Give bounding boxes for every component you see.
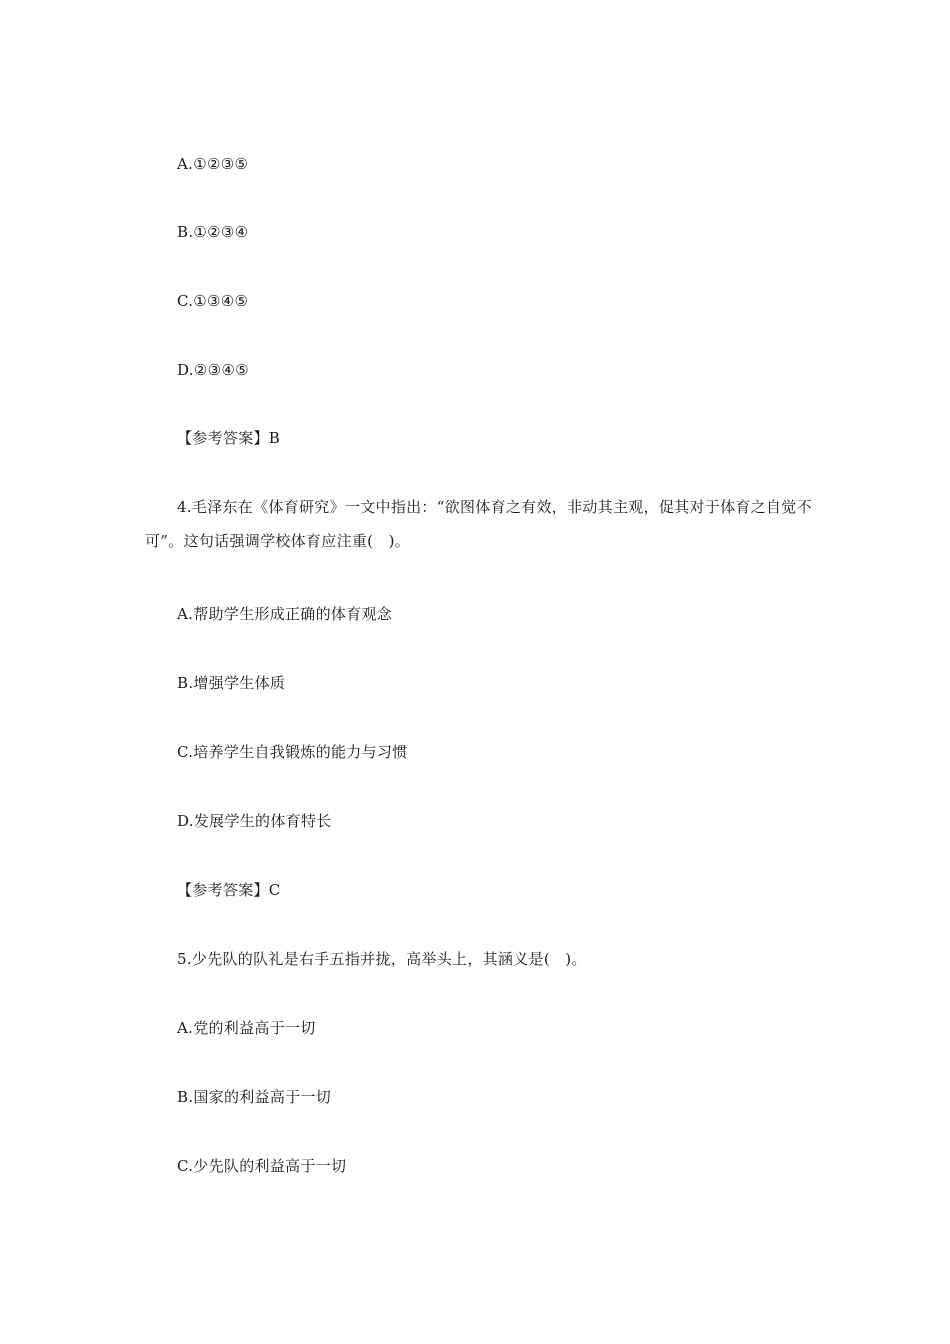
q3-option-b: B.①②③④ [177, 223, 249, 241]
q5-option-b: B.国家的利益高于一切 [177, 1088, 332, 1106]
q4-answer: 【参考答案】C [177, 881, 281, 899]
q5-option-a: A.党的利益高于一切 [177, 1019, 316, 1037]
q4-option-a: A.帮助学生形成正确的体育观念 [177, 605, 393, 623]
q5-option-c: C.少先队的利益高于一切 [177, 1157, 347, 1175]
q4-option-d: D.发展学生的体育特长 [177, 812, 332, 830]
q4-option-c: C.培养学生自我锻炼的能力与习惯 [177, 743, 408, 761]
q3-option-c: C.①③④⑤ [177, 292, 249, 310]
q3-answer: 【参考答案】B [177, 429, 281, 447]
q3-option-d: D.②③④⑤ [177, 361, 249, 379]
q4-question: 4.毛泽东在《体育研究》一文中指出：“欲图体育之有效，非动其主观，促其对于体育之自觉不可”。这句话强调学校体育应注重( )。 [145, 498, 812, 550]
q5-question: 5.少先队的队礼是右手五指并拢，高举头上，其涵义是( )。 [177, 950, 587, 968]
q4-option-b: B.增强学生体质 [177, 674, 286, 692]
q3-option-a: A.①②③⑤ [177, 155, 249, 173]
